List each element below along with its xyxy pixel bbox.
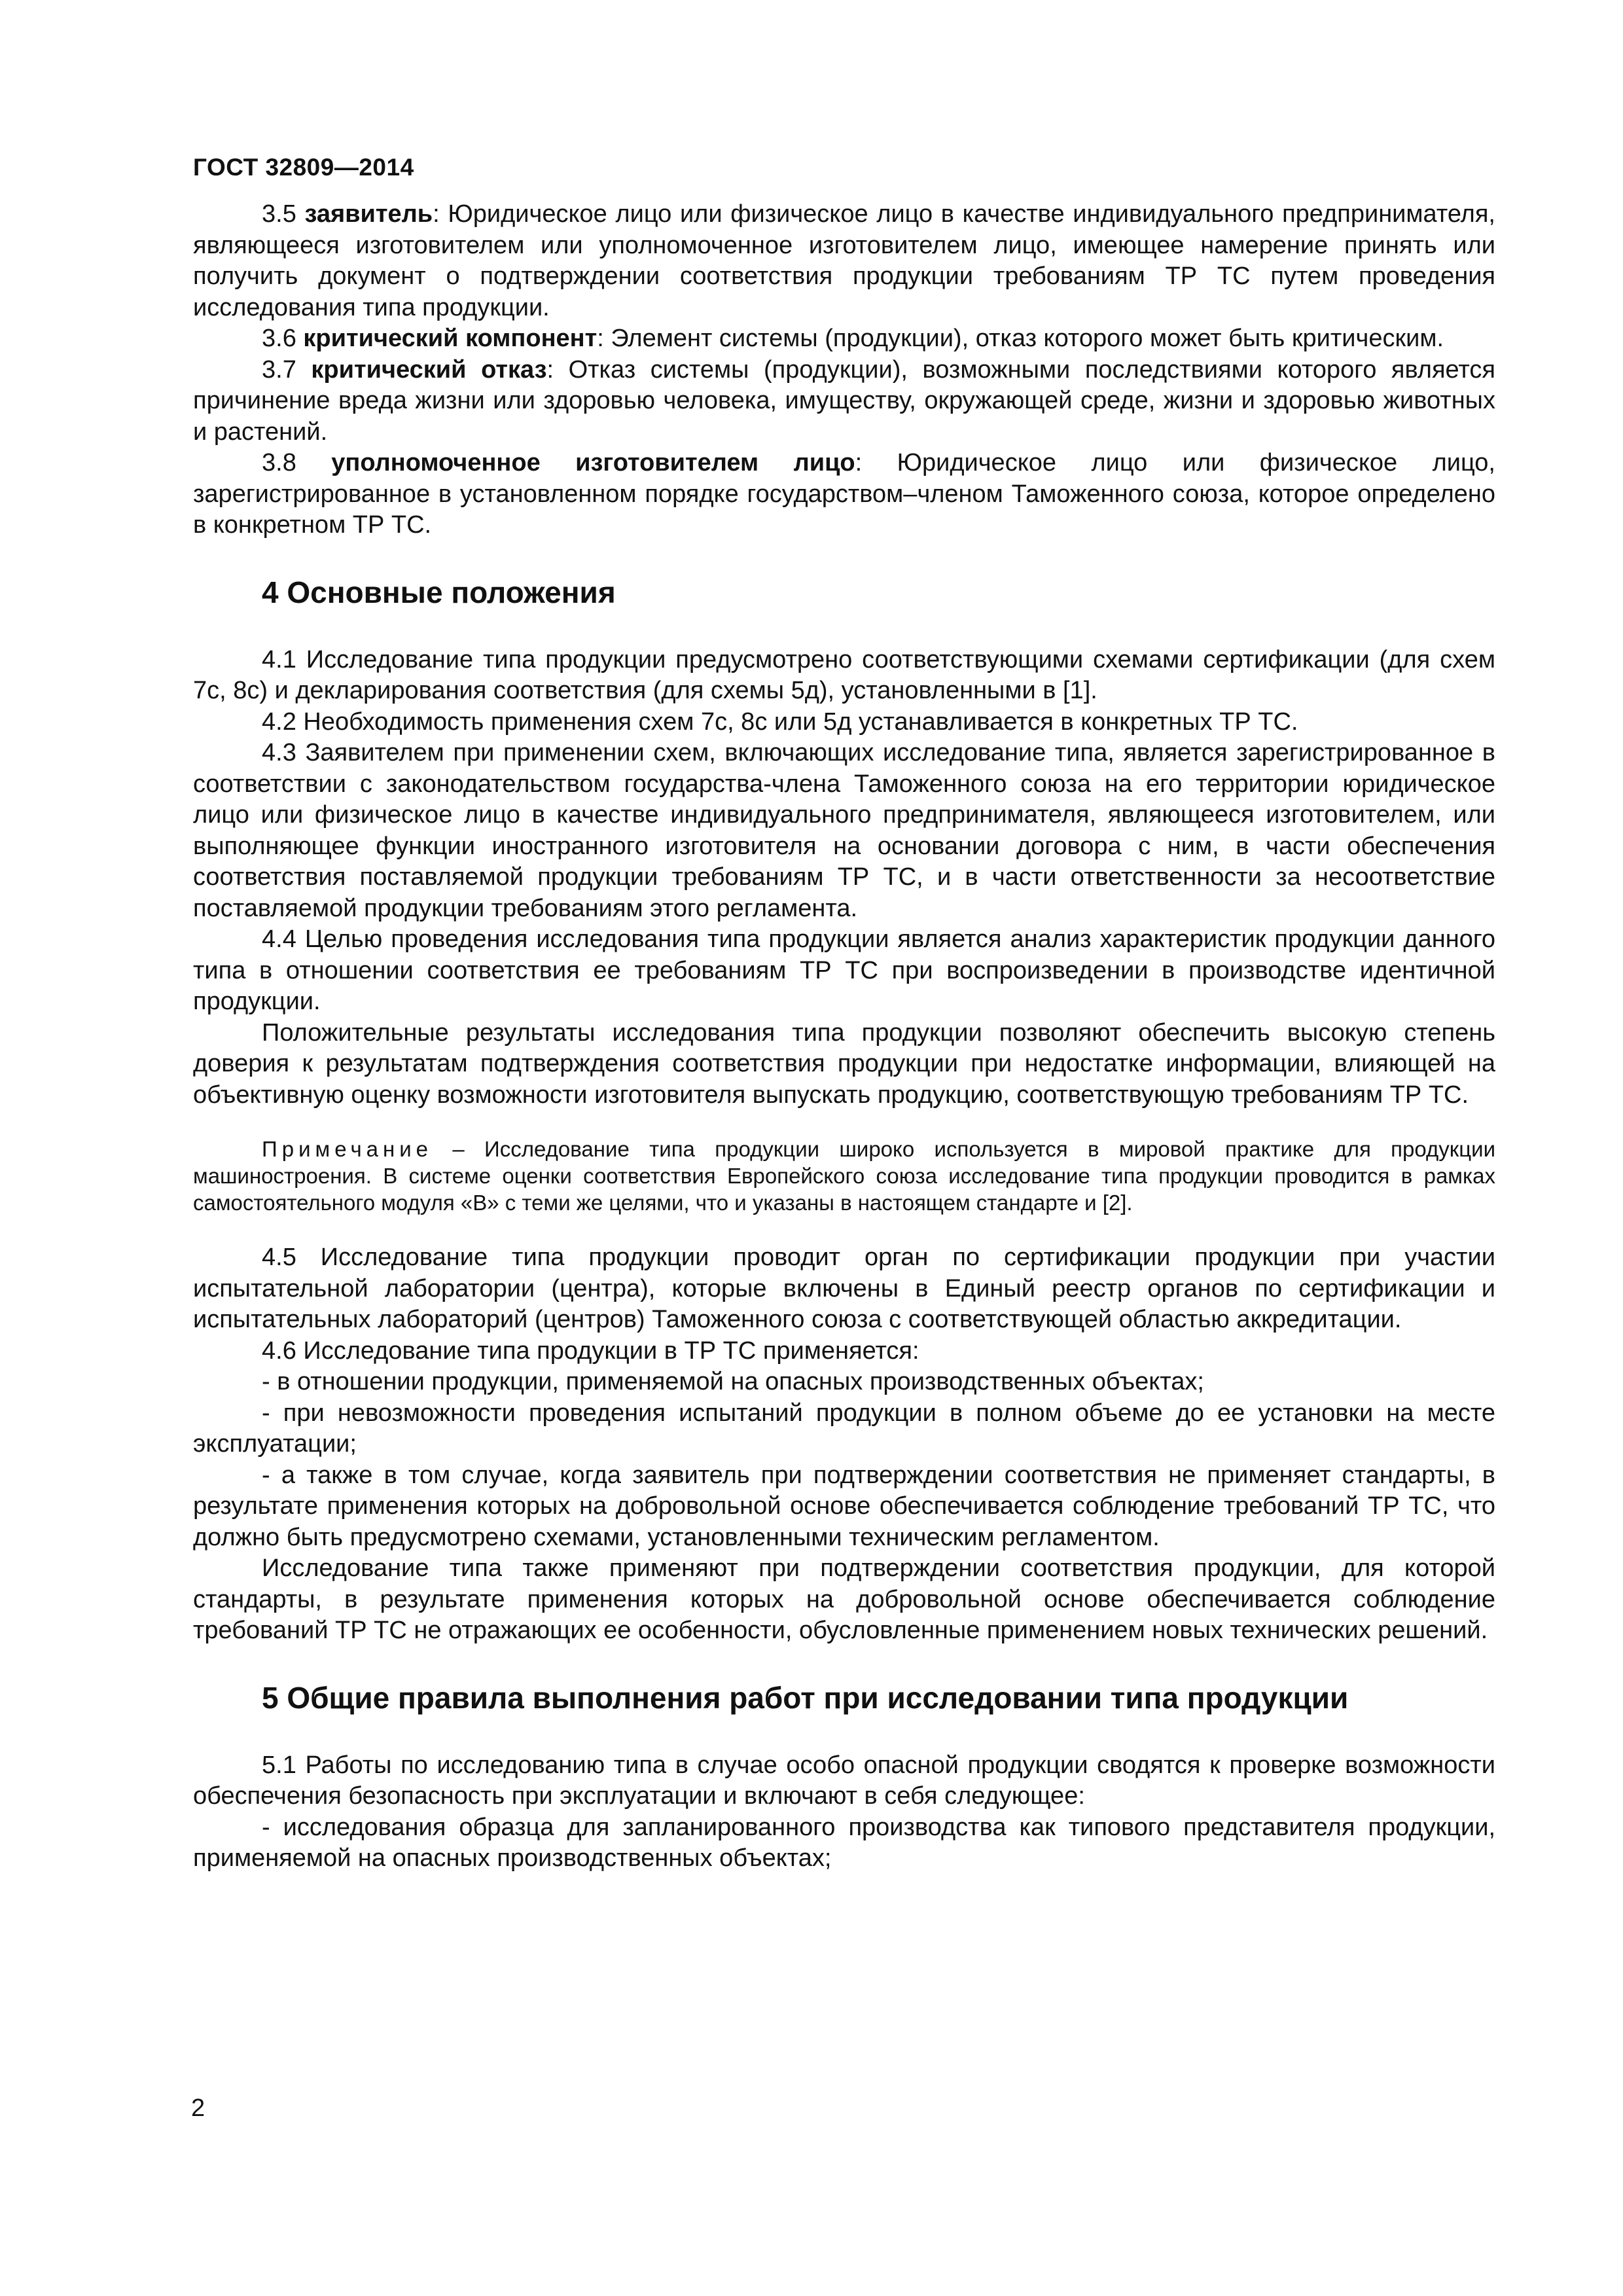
page-number: 2 [191, 2094, 205, 2122]
paragraph-4-6-continued: Исследование типа также применяют при подтверждении соответствия продукции, для которой стандарты, в результате применения которых на добровольной основе обеспечивается соблюдение требований ТР ТС не отражающих ее особенности, обусловленные применением новых технических решений. [193, 1554, 1495, 1644]
paragraph-5-1: 5.1 Работы по исследованию типа в случае особо опасной продукции сводятся к проверке возможности обеспечения безопасность при эксплуатации и включают в себя следующее: [193, 1751, 1495, 1810]
section-5-heading: 5 Общие правила выполнения работ при исследовании типа продукции [262, 1680, 1349, 1715]
paragraph-4-4: 4.4 Целью проведения исследования типа продукции является анализ характеристик продукции данного типа в отношении соответствия ее требованиям ТР ТС при воспроизведении в производстве идентичной продукции. [193, 925, 1495, 1015]
definition-3-7: 3.7 критический отказ: Отказ системы (продукции), возможными последствиями которого является причинение вреда жизни или здоровью человека, имуществу, окружающей среде, жизни и здоровью животных и растений. [193, 355, 1495, 446]
list-item: - исследования образца для запланированного производства как типового представителя продукции, применяемой на опасных производственных объектах; [193, 1813, 1495, 1872]
paragraph-4-1: 4.1 Исследование типа продукции предусмотрено соответствующими схемами сертификации (для схем 7с, 8с) и декларирования соответствия (для схемы 5д), установленными в [1]. [193, 645, 1495, 704]
list-item: - а также в том случае, когда заявитель при подтверждении соответствия не применяет стандарты, в результате применения которых на добровольной основе обеспечивается соблюдение требований ТР ТС, что должно быть предусмотрено схемами, установленными техническим регламентом. [193, 1461, 1495, 1551]
definition-3-6: 3.6 критический компонент: Элемент системы (продукции), отказ которого может быть критическим. [262, 325, 1444, 352]
list-item: - в отношении продукции, применяемой на опасных производственных объектах; [262, 1368, 1204, 1395]
definition-term: критический компонент [303, 325, 597, 352]
section-4-heading: 4 Основные положения [262, 575, 616, 609]
paragraph-4-3: 4.3 Заявителем при применении схем, включающих исследование типа, является зарегистрированное в соответствии с законодательством государства-члена Таможенного союза на его территории юридическое лицо или физическое лицо в качестве индивидуального предпринимателя, являющееся изготовителем, или выполняющее функции иностранного изготовителя на основании договора с ним, в части обеспечения соответствия поставляемой продукции требованиям ТР ТС, и в части ответственности за несоответствие поставляемой продукции требованиям этого регламента. [193, 739, 1495, 922]
note-label: Примечание [262, 1137, 433, 1161]
note-text: – Исследование типа продукции широко используется в мировой практике для продукции машиностроения. В системе оценки соответствия Европейского союза исследование типа продукции проводится в рамках самостоятельного модуля «В» с теми же целями, что и указаны в настоящем стандарте и [2]. [193, 1137, 1495, 1215]
definition-term: уполномоченное изготовителем лицо [331, 449, 855, 476]
definition-3-8: 3.8 уполномоченное изготовителем лицо: Юридическое лицо или физическое лицо, зарегистрированное в установленном порядке государством–членом Таможенного союза, которое определено в конкретном ТР ТС. [193, 449, 1495, 539]
paragraph-4-4-continued: Положительные результаты исследования типа продукции позволяют обеспечить высокую степень доверия к результатам подтверждения соответствия продукции при недостатке информации, влияющей на объективную оценку возможности изготовителя выпускать продукцию, соответствующую требованиям ТР ТС. [193, 1018, 1495, 1109]
paragraph-4-2: 4.2 Необходимость применения схем 7с, 8с или 5д устанавливается в конкретных ТР ТС. [262, 708, 1298, 736]
list-item: - при невозможности проведения испытаний продукции в полном объеме до ее установки на месте эксплуатации; [193, 1399, 1495, 1458]
definition-3-5: 3.5 заявитель: Юридическое лицо или физическое лицо в качестве индивидуального предпринимателя, являющееся изготовителем или уполномоченное изготовителем лицо, имеющее намерение принять или получить документ о подтверждении соответствия продукции требованиям ТР ТС путем проведения исследования типа продукции. [193, 200, 1495, 321]
definition-term: заявитель [304, 200, 433, 228]
definition-term: критический отказ [311, 355, 547, 384]
paragraph-4-6: 4.6 Исследование типа продукции в ТР ТС применяется: [262, 1336, 919, 1365]
document-body [193, 199, 1495, 1874]
standard-designation: ГОСТ 32809—2014 [193, 154, 414, 181]
paragraph-4-5: 4.5 Исследование типа продукции проводит орган по сертификации продукции при участии испытательной лаборатории (центра), которые включены в Единый реестр органов по сертификации и испытательных лабораторий (центров) Таможенного союза с соответствующей областью аккредитации. [193, 1244, 1495, 1333]
note [193, 1136, 1495, 1216]
